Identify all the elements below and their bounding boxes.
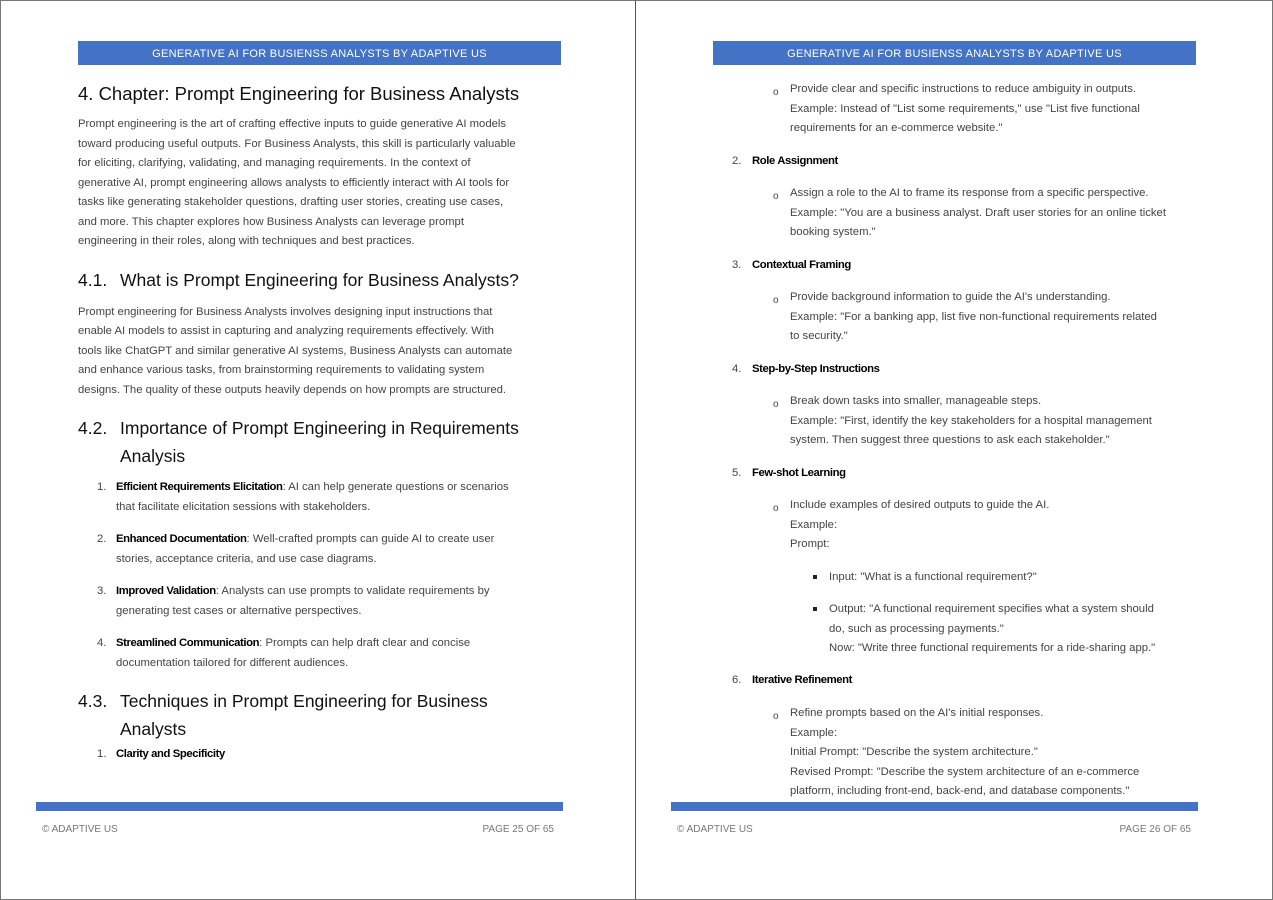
list-item-label: Enhanced Documentation	[116, 533, 247, 545]
page-number: PAGE 26 OF 65	[1119, 824, 1191, 835]
section-number: 4.3.	[78, 691, 108, 711]
section-heading-4-3	[78, 687, 523, 743]
technique-label: Role Assignment	[752, 155, 838, 167]
page-header: GENERATIVE AI FOR BUSIENSS ANALYSTS BY ADAPTIVE US	[78, 41, 561, 65]
technique-4-heading	[732, 360, 879, 380]
list-number: 5.	[732, 467, 742, 479]
list-item-label: Clarity and Specificity	[116, 748, 225, 760]
chapter-intro: Prompt engineering is the art of crafting effective inputs to guide generative AI models toward producing useful outputs. For Business Analysts, this skill is particularly valuable for eliciting, clarifying, validating, and managing requirements. In the context of generative AI, prompt engineering allows analysts to efficiently interact with AI tools for tasks like generating stakeholder questions, drafting user stories, creating use cases, and more. This chapter explores how Business Analysts can leverage prompt engineering in their roles, along with techniques and best practices.	[78, 118, 516, 247]
text-line: Provide clear and specific instructions to reduce ambiguity in outputs.	[790, 83, 1136, 95]
list-number: 6.	[732, 674, 742, 686]
list-item	[78, 582, 516, 621]
technique-label: Contextual Framing	[752, 259, 851, 271]
text-line: Example:	[790, 726, 838, 739]
text-line: platform, including front-end, back-end, and database components."	[790, 785, 1130, 797]
section-body-4-1: Prompt engineering for Business Analysts involves designing input instructions that enable AI models to assist in capturing and analyzing requirements effectively. With tools like ChatGPT and similar generative AI systems, Business Analysts can automate and enhance various tasks, from brainstorming requirements to validating system designs. The quality of these outputs heavily depends on how prompts are structured.	[78, 305, 513, 396]
text-line: system. Then suggest three questions to ask each stakeholder."	[790, 434, 1110, 446]
text-line: Include examples of desired outputs to guide the AI.	[790, 499, 1050, 511]
text-line: Initial Prompt: "Describe the system architecture."	[790, 746, 1038, 758]
technique-2-text	[790, 184, 1166, 243]
footer-copyright: © ADAPTIVE US	[677, 824, 753, 835]
text-line: to security."	[790, 330, 848, 342]
bullet: o	[773, 295, 779, 306]
section-title: Importance of Prompt Engineering in Requirements Analysis	[120, 418, 519, 466]
list-number: 1.	[97, 481, 107, 493]
technique-3-text	[790, 288, 1157, 347]
section-heading-4-1	[78, 266, 523, 294]
text-line: Example: "For a banking app, list five non-functional requirements related	[790, 310, 1157, 323]
list-item	[78, 634, 516, 673]
text-line: Example: Instead of "List some requirements," use "List five functional	[790, 102, 1140, 115]
technique-5-heading	[732, 464, 846, 484]
bullet: o	[773, 191, 779, 202]
section-title: What is Prompt Engineering for Business Analysts?	[120, 269, 519, 290]
list-item	[78, 478, 516, 517]
page-header: GENERATIVE AI FOR BUSIENSS ANALYSTS BY ADAPTIVE US	[713, 41, 1196, 65]
text-line: Revised Prompt: "Describe the system architecture of an e-commerce	[790, 765, 1140, 778]
text-line: Example: "First, identify the key stakeholders for a hospital management	[790, 414, 1152, 427]
footer-bar	[671, 802, 1198, 811]
footer-bar	[36, 802, 563, 811]
list-number: 3.	[732, 259, 742, 271]
technique-1-text	[790, 80, 1140, 139]
technique-6-heading	[732, 671, 852, 691]
list-item-label: Efficient Requirements Elicitation	[116, 481, 283, 493]
left-page	[0, 0, 636, 900]
text-line: do, such as processing payments."	[829, 622, 1004, 635]
technique-3-heading	[732, 256, 851, 276]
list-item-label: Improved Validation	[116, 585, 216, 597]
technique-label: Few-shot Learning	[752, 467, 846, 479]
text-line: Example: "You are a business analyst. Draft user stories for an online ticket	[790, 206, 1166, 219]
right-page	[636, 0, 1273, 900]
list-number: 2.	[97, 533, 107, 545]
list-number: 2.	[732, 155, 742, 167]
technique-6-text	[790, 704, 1139, 802]
list-number: 3.	[97, 585, 107, 597]
list-number: 4.	[732, 363, 742, 375]
list-item-text: : AI can help generate questions or scenarios that facilitate elicitation sessions with stakeholders.	[116, 481, 509, 513]
page-number: PAGE 25 OF 65	[482, 824, 554, 835]
text-line: requirements for an e-commerce website."	[790, 122, 1003, 134]
footer-copyright: © ADAPTIVE US	[42, 824, 118, 835]
chapter-content	[78, 82, 523, 765]
few-shot-input: Input: "What is a functional requirement?"	[829, 571, 1037, 583]
technique-label: Step-by-Step Instructions	[752, 363, 880, 375]
bullet: o	[773, 87, 779, 98]
list-item-text: : Well-crafted prompts can guide AI to create user stories, acceptance criteria, and use case diagrams.	[116, 533, 495, 565]
square-bullet-icon	[813, 575, 817, 579]
list-number: 4.	[97, 637, 107, 649]
list-item	[78, 530, 516, 569]
list-item	[78, 745, 523, 765]
text-line: Provide background information to guide the AI's understanding.	[790, 291, 1111, 303]
section-title: Techniques in Prompt Engineering for Business Analysts	[120, 691, 488, 739]
importance-list	[78, 478, 523, 673]
list-item-text: : Analysts can use prompts to validate requirements by generating test cases or alternative perspectives.	[116, 585, 490, 617]
text-line: Break down tasks into smaller, manageable steps.	[790, 395, 1042, 407]
text-line: Example:	[790, 518, 838, 531]
section-number: 4.1.	[78, 269, 108, 290]
technique-label: Iterative Refinement	[752, 674, 852, 686]
list-item-label: Streamlined Communication	[116, 637, 260, 649]
technique-4-text	[790, 392, 1152, 451]
text-line: Assign a role to the AI to frame its response from a specific perspective.	[790, 187, 1149, 199]
text-line: Refine prompts based on the AI's initial responses.	[790, 707, 1044, 719]
bullet: o	[773, 503, 779, 514]
few-shot-output	[829, 600, 1155, 659]
square-bullet-icon	[813, 607, 817, 611]
text-line: Now: "Write three functional requirements for a ride-sharing app."	[829, 642, 1156, 654]
section-heading-4-2	[78, 414, 520, 470]
technique-2-heading	[732, 152, 838, 172]
technique-5-text	[790, 496, 1049, 555]
text-line: Output: "A functional requirement specifies what a system should	[829, 603, 1154, 615]
section-number: 4.2.	[78, 418, 108, 438]
list-item-text: : Prompts can help draft clear and concise documentation tailored for different audiences.	[116, 637, 471, 669]
bullet: o	[773, 399, 779, 410]
text-line: Prompt:	[790, 538, 830, 550]
list-number: 1.	[97, 748, 107, 760]
chapter-title: 4. Chapter: Prompt Engineering for Business Analysts	[78, 83, 520, 104]
text-line: booking system."	[790, 226, 876, 238]
bullet: o	[773, 711, 779, 722]
